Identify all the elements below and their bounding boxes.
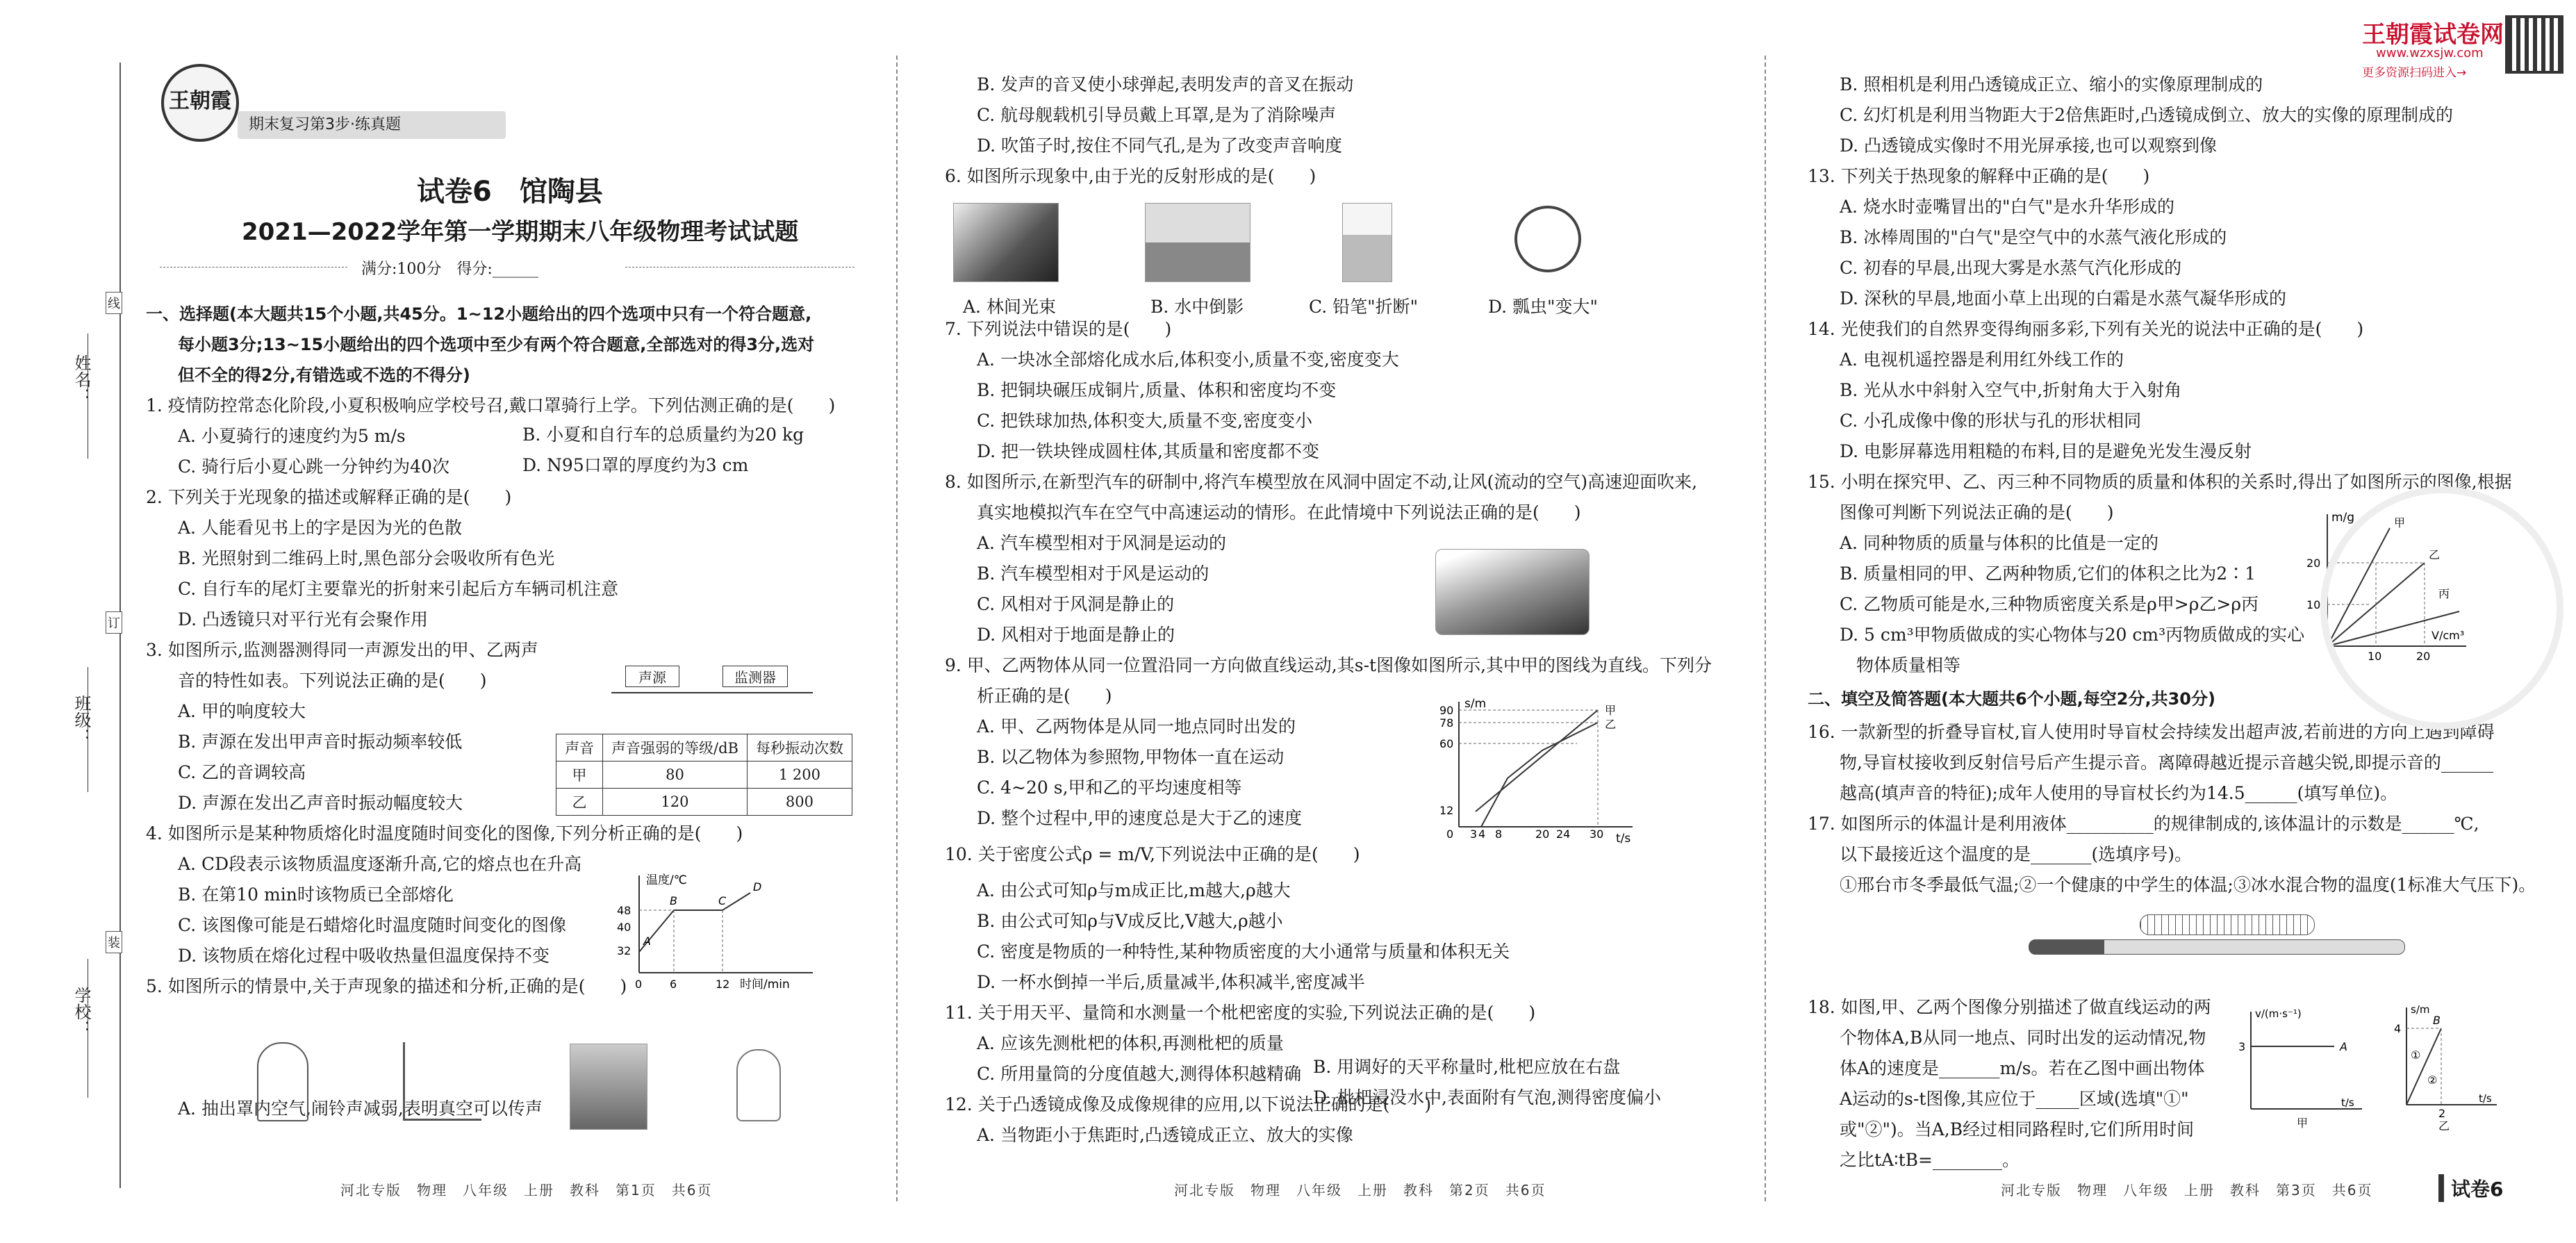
- q1-option-a[interactable]: A. 小夏骑行的速度约为5 m/s: [178, 426, 406, 446]
- q7-option-c[interactable]: C. 把铁球加热,体积变大,质量不变,密度变小: [977, 411, 1312, 431]
- sound-source-box: 声源: [625, 666, 679, 687]
- school-label: 学校：: [72, 987, 91, 1037]
- q14-option-d[interactable]: D. 电影屏幕选用粗糙的布料,目的是避免光发生漫反射: [1840, 441, 2252, 461]
- column-2: [945, 69, 1712, 1151]
- q12-option-a[interactable]: A. 当物距小于焦距时,凸透镜成正立、放大的实像: [977, 1125, 1353, 1145]
- q11-option-b[interactable]: B. 用调好的天平称量时,枇杷应放在右盘: [1313, 1057, 1621, 1077]
- magnifier-ladybug-image: [1514, 206, 1581, 272]
- q15-option-d[interactable]: D. 5 cm³甲物质做成的实心物体与20 cm³丙物质做成的实心: [1840, 625, 2305, 645]
- table-cell: 120: [603, 789, 748, 816]
- section-2-heading: 二、填空及简答题(本大题共6个小题,每空2分,共30分): [1808, 689, 2215, 709]
- question-18-cont: 个物体A,B从同一地点、同时出发的运动情况,物: [1840, 1028, 2206, 1048]
- table-cell: 800: [747, 789, 852, 816]
- question-7: 7. 下列说法中错误的是( ): [945, 319, 1172, 339]
- q10-option-b[interactable]: B. 由公式可知ρ与V成反比,V越大,ρ越小: [977, 911, 1283, 931]
- header-tag: 期末复习第3步·练真题: [238, 111, 506, 139]
- qr-code-icon[interactable]: [2505, 15, 2563, 74]
- question-6: 6. 如图所示现象中,由于光的反射形成的是( ): [945, 166, 1316, 186]
- tuning-fork-image: [403, 1042, 481, 1121]
- paper-label: 试卷6: [2438, 1174, 2503, 1202]
- melt-xlabel: 时间/min: [740, 978, 790, 991]
- site-note: 更多资源扫码进入→: [2362, 66, 2467, 80]
- st2-region-1: ①: [2411, 1048, 2421, 1062]
- question-17-cont[interactable]: 以下最接近这个温度的是_______(选填序号)。: [1840, 844, 2193, 864]
- q2-option-c[interactable]: C. 自行车的尾灯主要靠光的折射来引起后方车辆司机注意: [178, 579, 619, 599]
- melt-xtick: 6: [670, 978, 677, 991]
- melt-ytick: 32: [617, 944, 631, 957]
- st-xtick: 3: [1470, 828, 1478, 841]
- site-url[interactable]: www.wzxsjw.com: [2376, 46, 2484, 60]
- st2-ylabel: s/m: [2411, 1003, 2430, 1016]
- q12-option-c[interactable]: C. 幻灯机是利用当物距大于2倍焦距时,凸透镜成倒立、放大的实像的原理制成的: [1840, 105, 2453, 125]
- q4-option-c[interactable]: C. 该图像可能是石蜡熔化时温度随时间变化的图像: [178, 915, 567, 935]
- alarm-bell-jar-image: [257, 1042, 308, 1121]
- vt-line-label: A: [2340, 1040, 2347, 1053]
- forest-light-photo: [953, 203, 1059, 282]
- st2-caption: 乙: [2438, 1119, 2450, 1133]
- pencil-in-glass-photo: [1342, 203, 1392, 282]
- question-15: 15. 小明在探究甲、乙、丙三种不同物质的质量和体积的关系时,得出了如图所示的图像,根据: [1808, 472, 2512, 492]
- table-header: 声音: [556, 734, 603, 762]
- thermometer-image: [2029, 914, 2418, 963]
- question-12: 12. 关于凸透镜成像及成像规律的应用,以下说法正确的是( ): [945, 1094, 1432, 1114]
- q8-option-b[interactable]: B. 汽车模型相对于风是运动的: [977, 563, 1209, 584]
- st-ytick: 60: [1439, 737, 1454, 750]
- q5-option-c[interactable]: C. 航母舰载机引导员戴上耳罩,是为了消除噪声: [977, 105, 1337, 125]
- melt-point: B: [670, 894, 677, 907]
- q15-option-b[interactable]: B. 质量相同的甲、乙两种物质,它们的体积之比为2∶1: [1840, 563, 2256, 584]
- q8-option-c[interactable]: C. 风相对于风洞是静止的: [977, 594, 1175, 614]
- wind-tunnel-car-photo: [1435, 549, 1590, 635]
- q8-option-a[interactable]: A. 汽车模型相对于风洞是运动的: [977, 533, 1226, 553]
- q3-option-d[interactable]: D. 声源在发出乙声音时振动幅度较大: [178, 793, 463, 813]
- q5-option-d[interactable]: D. 吹笛子时,按住不同气孔,是为了改变声音响度: [977, 135, 1342, 156]
- footer-page-1: 河北专版 物理 八年级 上册 教科 第1页 共6页: [340, 1182, 713, 1199]
- table-cell: 乙: [556, 789, 603, 816]
- q14-option-a[interactable]: A. 电视机遥控器是利用红外线工作的: [1840, 349, 2124, 370]
- question-18-cont[interactable]: 之比tA∶tB=________。: [1840, 1150, 2020, 1170]
- q7-option-b[interactable]: B. 把铜块碾压成铜片,质量、体积和密度均不变: [977, 380, 1337, 400]
- section-1-heading: 一、选择题(本大题共15个小题,共45分。1~12小题给出的四个选项中只有一个符合题意,: [146, 304, 812, 324]
- q1-option-c[interactable]: C. 骑行后小夏心跳一分钟约为40次: [178, 456, 449, 477]
- footer-page-2: 河北专版 物理 八年级 上册 教科 第2页 共6页: [1174, 1182, 1546, 1199]
- table-cell: 甲: [556, 762, 603, 789]
- st-xtick: 30: [1590, 828, 1604, 841]
- st-series-jia: 甲: [1605, 704, 1617, 717]
- melt-point: D: [753, 880, 762, 894]
- q1-option-b[interactable]: B. 小夏和自行车的总质量约为20 kg: [522, 425, 804, 445]
- q1-option-d[interactable]: D. N95口罩的厚度约为3 cm: [522, 455, 749, 475]
- question-9: 9. 甲、乙两物体从同一位置沿同一方向做直线运动,其s-t图像如图所示,其中甲的图线为直线。下列分: [945, 655, 1712, 675]
- melt-xtick: 0: [635, 978, 643, 991]
- question-8-cont: 真实地模拟汽车在空气中高速运动的情形。在此情境中下列说法正确的是( ): [977, 502, 1581, 522]
- thermometer-tube: [2029, 939, 2405, 955]
- q13-option-b[interactable]: B. 冰棒周围的"白气"是空气中的水蒸气液化形成的: [1840, 227, 2227, 247]
- q9-option-b[interactable]: B. 以乙物体为参照物,甲物体一直在运动: [977, 747, 1285, 767]
- name-label: 姓名：: [72, 354, 91, 404]
- q9-option-c[interactable]: C. 4~20 s,甲和乙的平均速度相等: [977, 777, 1242, 798]
- question-15-cont: 图像可判断下列说法正确的是( ): [1840, 502, 2114, 522]
- q2-option-d[interactable]: D. 凸透镜只对平行光有会聚作用: [178, 609, 429, 629]
- footer-page-3: 河北专版 物理 八年级 上册 教科 第3页 共6页: [2001, 1182, 2373, 1199]
- q15-option-a[interactable]: A. 同种物质的质量与体积的比值是一定的: [1840, 533, 2158, 553]
- q13-option-a[interactable]: A. 烧水时壶嘴冒出的"白气"是水升华形成的: [1840, 197, 2174, 217]
- melt-point: A: [643, 935, 651, 948]
- diagram-ground-line: [611, 692, 813, 693]
- section-1-heading: 但不全的得2分,有错选或不选的不得分): [178, 365, 470, 385]
- q3-option-a[interactable]: A. 甲的响度较大: [178, 701, 306, 721]
- mv-xtick: 10: [2368, 650, 2382, 663]
- pagoda-reflection-photo: [1145, 203, 1250, 282]
- st2-ytick: 4: [2394, 1022, 2402, 1035]
- q14-option-b[interactable]: B. 光从水中斜射入空气中,折射角大于入射角: [1840, 380, 2182, 400]
- q7-option-d[interactable]: D. 把一铁块锉成圆柱体,其质量和密度都不变: [977, 441, 1319, 461]
- question-18-cont[interactable]: 体A的速度是_______m/s。若在乙图中画出物体: [1840, 1058, 2205, 1078]
- q8-option-d[interactable]: D. 风相对于地面是静止的: [977, 625, 1175, 645]
- flute-girl-image: [736, 1049, 781, 1121]
- question-16-cont[interactable]: 越高(填声音的特征);成年人使用的导盲杖长约为14.5______(填写单位)。: [1840, 783, 2398, 803]
- melt-ytick: 48: [617, 904, 631, 917]
- question-16-cont[interactable]: 物,导盲杖接收到反射信号后产生提示音。离障碍越近提示音越尖锐,即提示音的______: [1840, 752, 2493, 773]
- table-cell: 80: [603, 762, 748, 789]
- st-graph: [1438, 695, 1646, 848]
- vt-caption: 甲: [2297, 1117, 2309, 1130]
- seal-mark-2: 订: [106, 611, 122, 634]
- st2-graph: [2386, 1001, 2504, 1133]
- question-18: 18. 如图,甲、乙两个图像分别描述了做直线运动的两: [1808, 997, 2211, 1017]
- mv-xtick: 20: [2416, 650, 2431, 663]
- st-xtick: 8: [1495, 828, 1503, 841]
- melt-ylabel: 温度/℃: [646, 873, 687, 887]
- st-series-yi: 乙: [1605, 718, 1617, 731]
- brand-logo: 王朝霞: [161, 64, 239, 142]
- melting-graph: [611, 869, 827, 994]
- q3-option-c[interactable]: C. 乙的音调较高: [178, 762, 306, 782]
- st-ytick: 12: [1439, 804, 1454, 817]
- seal-mark-3: 装: [106, 931, 122, 953]
- question-8: 8. 如图所示,在新型汽车的研制中,将汽车模型放在风洞中固定不动,让风(流动的空气)高速迎面吹来,: [945, 472, 1698, 492]
- question-10: 10. 关于密度公式ρ = m/V,下列说法中正确的是( ): [945, 844, 1360, 864]
- st-xtick: 20: [1535, 828, 1550, 841]
- class-label: 班级：: [72, 695, 91, 745]
- table-header: 每秒振动次数: [747, 734, 852, 762]
- vt-ytick: 3: [2238, 1040, 2246, 1053]
- q4-option-a[interactable]: A. CD段表示该物质温度逐渐升高,它的熔点也在升高: [178, 854, 582, 874]
- page-subtitle: 2021—2022学年第一学期期末八年级物理考试试题: [242, 218, 799, 246]
- thermometer-scale: [2140, 914, 2315, 935]
- q2-option-b[interactable]: B. 光照射到二维码上时,黑色部分会吸收所有色光: [178, 548, 555, 568]
- mv-xlabel: V/cm³: [2431, 629, 2465, 642]
- mv-series-jia: 甲: [2394, 516, 2406, 529]
- q11-option-d[interactable]: D. 枇杷浸没水中,表面附有气泡,测得密度偏小: [1313, 1087, 1661, 1108]
- st-xlabel: t/s: [1616, 832, 1631, 846]
- st-ytick: 90: [1439, 704, 1454, 717]
- st-xtick: 24: [1556, 828, 1571, 841]
- st-xtick: 4: [1478, 828, 1486, 841]
- sound-table: [556, 734, 852, 816]
- question-3-cont: 音的特性如表。下列说法正确的是( ): [178, 670, 487, 691]
- question-9-cont: 析正确的是( ): [977, 686, 1112, 706]
- q2-option-a[interactable]: A. 人能看见书上的字是因为光的色散: [178, 518, 462, 538]
- mv-ytick: 10: [2306, 598, 2321, 611]
- q12-option-b[interactable]: B. 照相机是利用凸透镜成正立、缩小的实像原理制成的: [1840, 74, 2263, 94]
- question-16: 16. 一款新型的折叠导盲杖,盲人使用时导盲杖会持续发出超声波,若前进的方向上遇到障碍: [1808, 722, 2495, 742]
- q15-option-c[interactable]: C. 乙物质可能是水,三种物质密度关系是ρ甲>ρ乙>ρ丙: [1840, 594, 2259, 614]
- st2-line-label: B: [2433, 1014, 2441, 1027]
- q13-option-c[interactable]: C. 初春的早晨,出现大雾是水蒸气汽化形成的: [1840, 258, 2182, 278]
- q6-option-a[interactable]: A. 林间光束: [963, 297, 1056, 317]
- watermark-seal: [2320, 486, 2563, 730]
- q9-option-d[interactable]: D. 整个过程中,甲的速度总是大于乙的速度: [977, 808, 1302, 828]
- question-1: 1. 疫情防控常态化阶段,小夏积极响应学校号召,戴口罩骑行上学。下列估测正确的是( ): [146, 395, 836, 415]
- q9-option-a[interactable]: A. 甲、乙两物体是从同一地点同时出发的: [977, 716, 1296, 736]
- st-ytick: 78: [1439, 716, 1454, 730]
- q7-option-a[interactable]: A. 一块冰全部熔化成水后,体积变小,质量不变,密度变大: [977, 349, 1399, 370]
- vt-ylabel: v/(m·s⁻¹): [2255, 1007, 2302, 1020]
- q13-option-d[interactable]: D. 深秋的早晨,地面小草上出现的白霜是水蒸气凝华形成的: [1840, 288, 2286, 308]
- section-1-heading: 每小题3分;13~15小题给出的四个选项中至少有两个符合题意,全部选对的得3分,选对: [178, 335, 815, 354]
- st2-xtick: 2: [2438, 1107, 2446, 1120]
- q5-option-a[interactable]: A. 抽出罩内空气,闹铃声减弱,表明真空可以传声: [178, 1098, 543, 1119]
- question-17-choices: ①邢台市冬季最低气温;②一个健康的中学生的体温;③冰水混合物的温度(1标准大气压下)。: [1840, 875, 2536, 895]
- question-14: 14. 光使我们的自然界变得绚丽多彩,下列有关光的说法中正确的是( ): [1808, 319, 2364, 339]
- mv-series-yi: 乙: [2429, 548, 2441, 561]
- q3-option-b[interactable]: B. 声源在发出甲声音时振动频率较低: [178, 732, 463, 752]
- q6-option-d[interactable]: D. 瓢虫"变大": [1488, 297, 1599, 317]
- page-title: 试卷6 馆陶县: [417, 176, 603, 208]
- q6-option-b[interactable]: B. 水中倒影: [1150, 297, 1244, 317]
- vt-graph: [2230, 1005, 2369, 1130]
- mv-ylabel: m/g: [2331, 511, 2355, 525]
- q15-option-d-cont: 物体质量相等: [1856, 655, 1961, 675]
- question-4: 4. 如图所示是某种物质熔化时温度随时间变化的图像,下列分析正确的是( ): [146, 823, 743, 843]
- q6-option-c[interactable]: C. 铅笔"折断": [1309, 297, 1419, 317]
- detector-box: 监测器: [723, 666, 788, 687]
- score-line: 满分:100分 得分:______: [361, 261, 538, 278]
- question-18-cont[interactable]: A运动的s-t图像,其应位于_____区域(选填"①": [1840, 1089, 2189, 1109]
- question-17[interactable]: 17. 如图所示的体温计是利用液体__________的规律制成的,该体温计的示数是______℃,: [1808, 814, 2479, 834]
- q14-option-c[interactable]: C. 小孔成像中像的形状与孔的形状相同: [1840, 411, 2142, 431]
- question-2: 2. 下列关于光现象的描述或解释正确的是( ): [146, 487, 512, 507]
- q10-option-d[interactable]: D. 一杯水倒掉一半后,质量减半,体积减半,密度减半: [977, 972, 1365, 992]
- q12-option-d[interactable]: D. 凸透镜成实像时不用光屏承接,也可以观察到像: [1840, 135, 2217, 156]
- st2-xlabel: t/s: [2479, 1092, 2492, 1105]
- q10-option-c[interactable]: C. 密度是物质的一种特性,某种物质密度的大小通常与质量和体积无关: [977, 941, 1510, 962]
- melt-point: C: [718, 894, 727, 907]
- vt-xlabel: t/s: [2341, 1096, 2354, 1109]
- column-divider-1: [896, 56, 898, 1201]
- q11-option-a[interactable]: A. 应该先测枇杷的体积,再测枇杷的质量: [977, 1033, 1284, 1053]
- q5-option-b[interactable]: B. 发声的音叉使小球弹起,表明发声的音叉在振动: [977, 74, 1354, 94]
- q4-option-d[interactable]: D. 该物质在熔化过程中吸收热量但温度保持不变: [178, 946, 550, 966]
- question-3: 3. 如图所示,监测器测得同一声源发出的甲、乙两声: [146, 640, 538, 660]
- q10-option-a[interactable]: A. 由公式可知ρ与m成正比,m越大,ρ越大: [977, 880, 1291, 900]
- site-title[interactable]: 王朝霞试卷网: [2362, 21, 2504, 49]
- column-divider-2: [1765, 56, 1766, 1201]
- mv-series-bing: 丙: [2438, 587, 2450, 600]
- question-18-cont: 或"②")。当A,B经过相同路程时,它们所用时间: [1840, 1119, 2195, 1139]
- melt-xtick: 12: [716, 978, 730, 991]
- melt-ytick: 40: [617, 921, 631, 934]
- q11-option-c[interactable]: C. 所用量筒的分度值越大,测得体积越精确: [977, 1064, 1302, 1084]
- aircraft-guide-photo: [570, 1044, 647, 1130]
- q4-option-b[interactable]: B. 在第10 min时该物质已全部熔化: [178, 884, 454, 905]
- st-ylabel: s/m: [1464, 697, 1487, 711]
- mv-ytick: 20: [2306, 557, 2321, 570]
- question-11: 11. 关于用天平、量筒和水测量一个枇杷密度的实验,下列说法正确的是( ): [945, 1003, 1536, 1023]
- st-ytick: 0: [1446, 828, 1454, 841]
- table-cell: 1 200: [747, 762, 852, 789]
- seal-mark-1: 线: [106, 292, 122, 314]
- st2-region-2: ②: [2427, 1073, 2438, 1087]
- question-5: 5. 如图所示的情景中,关于声现象的描述和分析,正确的是( ): [146, 976, 627, 996]
- table-header: 声音强弱的等级/dB: [603, 734, 748, 762]
- question-13: 13. 下列关于热现象的解释中正确的是( ): [1808, 166, 2150, 186]
